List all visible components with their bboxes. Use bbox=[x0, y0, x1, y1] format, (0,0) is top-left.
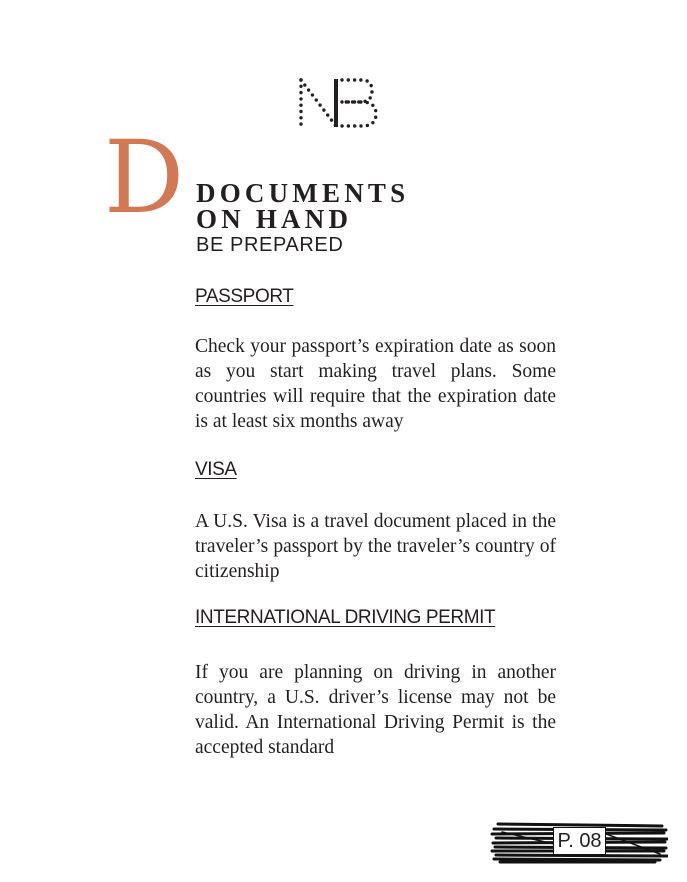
paragraph-driving-permit: If you are planning on driving in another country, a U.S. driver’s license may not be valid. An International Driving Permit is the accepted standard bbox=[195, 662, 556, 758]
heading-passport: PASSPORT bbox=[195, 286, 294, 307]
page-number: P. 08 bbox=[553, 827, 606, 855]
subtitle: BE PREPARED bbox=[196, 234, 344, 256]
heading-driving-permit: INTERNATIONAL DRIVING PERMIT bbox=[195, 607, 496, 628]
title-line-1: DOCUMENTS bbox=[196, 178, 410, 208]
paragraph-visa: A U.S. Visa is a travel document placed in the traveler’s passport by the traveler’s country of citizenship bbox=[195, 511, 556, 582]
heading-visa: VISA bbox=[195, 459, 237, 480]
nb-logo bbox=[292, 72, 384, 134]
title-line-2: ON HAND bbox=[196, 204, 353, 234]
paragraph-passport: Check your passport’s expiration date as soon as you start making travel plans. Some countries will require that the expiration date is at least six months away bbox=[195, 336, 556, 432]
drop-cap: D bbox=[104, 119, 185, 236]
